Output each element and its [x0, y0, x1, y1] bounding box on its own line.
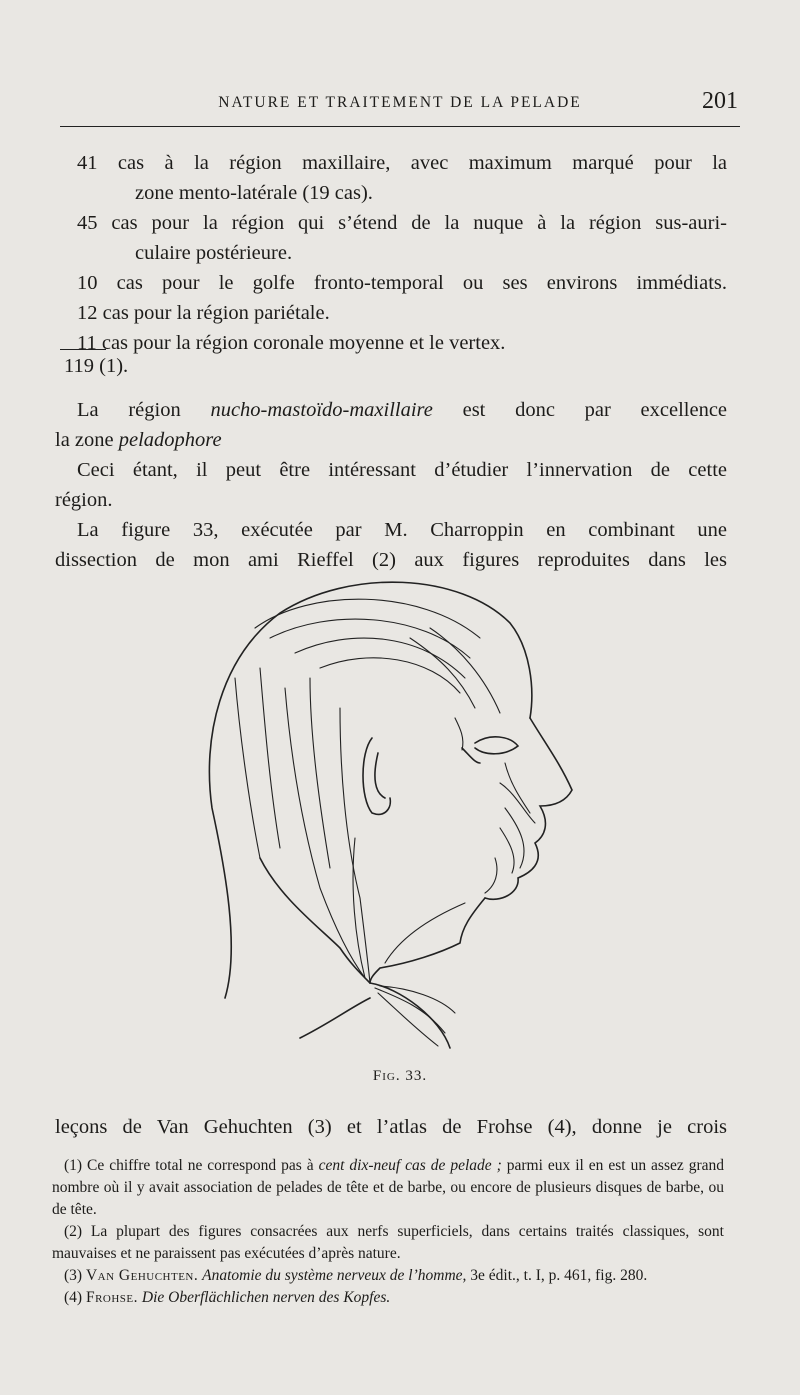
- sum-rule: [60, 349, 106, 350]
- case-total: 119 (1).: [64, 355, 129, 377]
- case-item: 45 cas pour la région qui s’étend de la nuque à la région sus-auri-: [77, 212, 727, 234]
- case-item: 41 cas à la région maxillaire, avec maximum marqué pour la: [77, 152, 727, 174]
- case-list: [55, 148, 727, 358]
- case-item-continuation: culaire postérieure.: [135, 242, 293, 264]
- paragraph-line: La région nucho-mastoïdo-maxillaire est donc par excellence: [77, 399, 728, 421]
- paragraph-line: la zone peladophore: [55, 429, 222, 451]
- term-peladophore: peladophore: [118, 429, 222, 451]
- page-header: [60, 86, 740, 127]
- footnote-2: (2) La plupart des figures consacrées aux nerfs superficiels, dans certains traités classiques, sont mauvaises et ne paraissent pas exécutées d’après nature.: [52, 1223, 724, 1262]
- paragraph-line: Ceci étant, il peut être intéressant d’étudier l’innervation de cette: [77, 459, 727, 481]
- paragraph-line: La figure 33, exécutée par M. Charroppin en combinant une: [77, 519, 727, 541]
- footnote-3: (3) Van Gehuchten. Anatomie du système nerveux de l’homme, 3e édit., t. I, p. 461, fig. 280.: [64, 1267, 648, 1284]
- main-text-continued: [55, 1112, 727, 1142]
- running-title: NATURE ET TRAITEMENT DE LA PELADE: [218, 94, 582, 111]
- case-item: 12 cas pour la région pariétale.: [77, 302, 330, 324]
- case-item-continuation: zone mento-latérale (19 cas).: [135, 182, 373, 204]
- head-nerve-illustration: [200, 568, 600, 1058]
- figure-caption: Fig. 33.: [372, 1068, 428, 1084]
- paragraph-line: leçons de Van Gehuchten (3) et l’atlas de Frohse (4), donne je crois: [55, 1116, 727, 1138]
- footnote-1: (1) Ce chiffre total ne correspond pas à cent dix-neuf cas de pelade ; parmi eux il en est un assez grand nombre où il y avait association de pelades de tête et de barbe, ou encore de plusieurs disques de barbe, ou de tête.: [52, 1157, 724, 1218]
- paragraph-line: dissection de mon ami Rieffel (2) aux figures reproduites dans les: [55, 549, 727, 571]
- page-number: 201: [702, 88, 738, 114]
- main-text: [55, 395, 727, 575]
- case-item: 10 cas pour le golfe fronto-temporal ou ses environs immédiats.: [77, 272, 727, 294]
- paragraph-line: région.: [55, 489, 113, 511]
- footnotes: [52, 1155, 724, 1309]
- case-item: 11 cas pour la région coronale moyenne et le vertex.: [77, 332, 506, 354]
- term-nucho-mastoido-maxillaire: nucho-mastoïdo-maxillaire: [210, 399, 433, 421]
- footnote-4: (4) Frohse. Die Oberflächlichen nerven des Kopfes.: [64, 1289, 391, 1306]
